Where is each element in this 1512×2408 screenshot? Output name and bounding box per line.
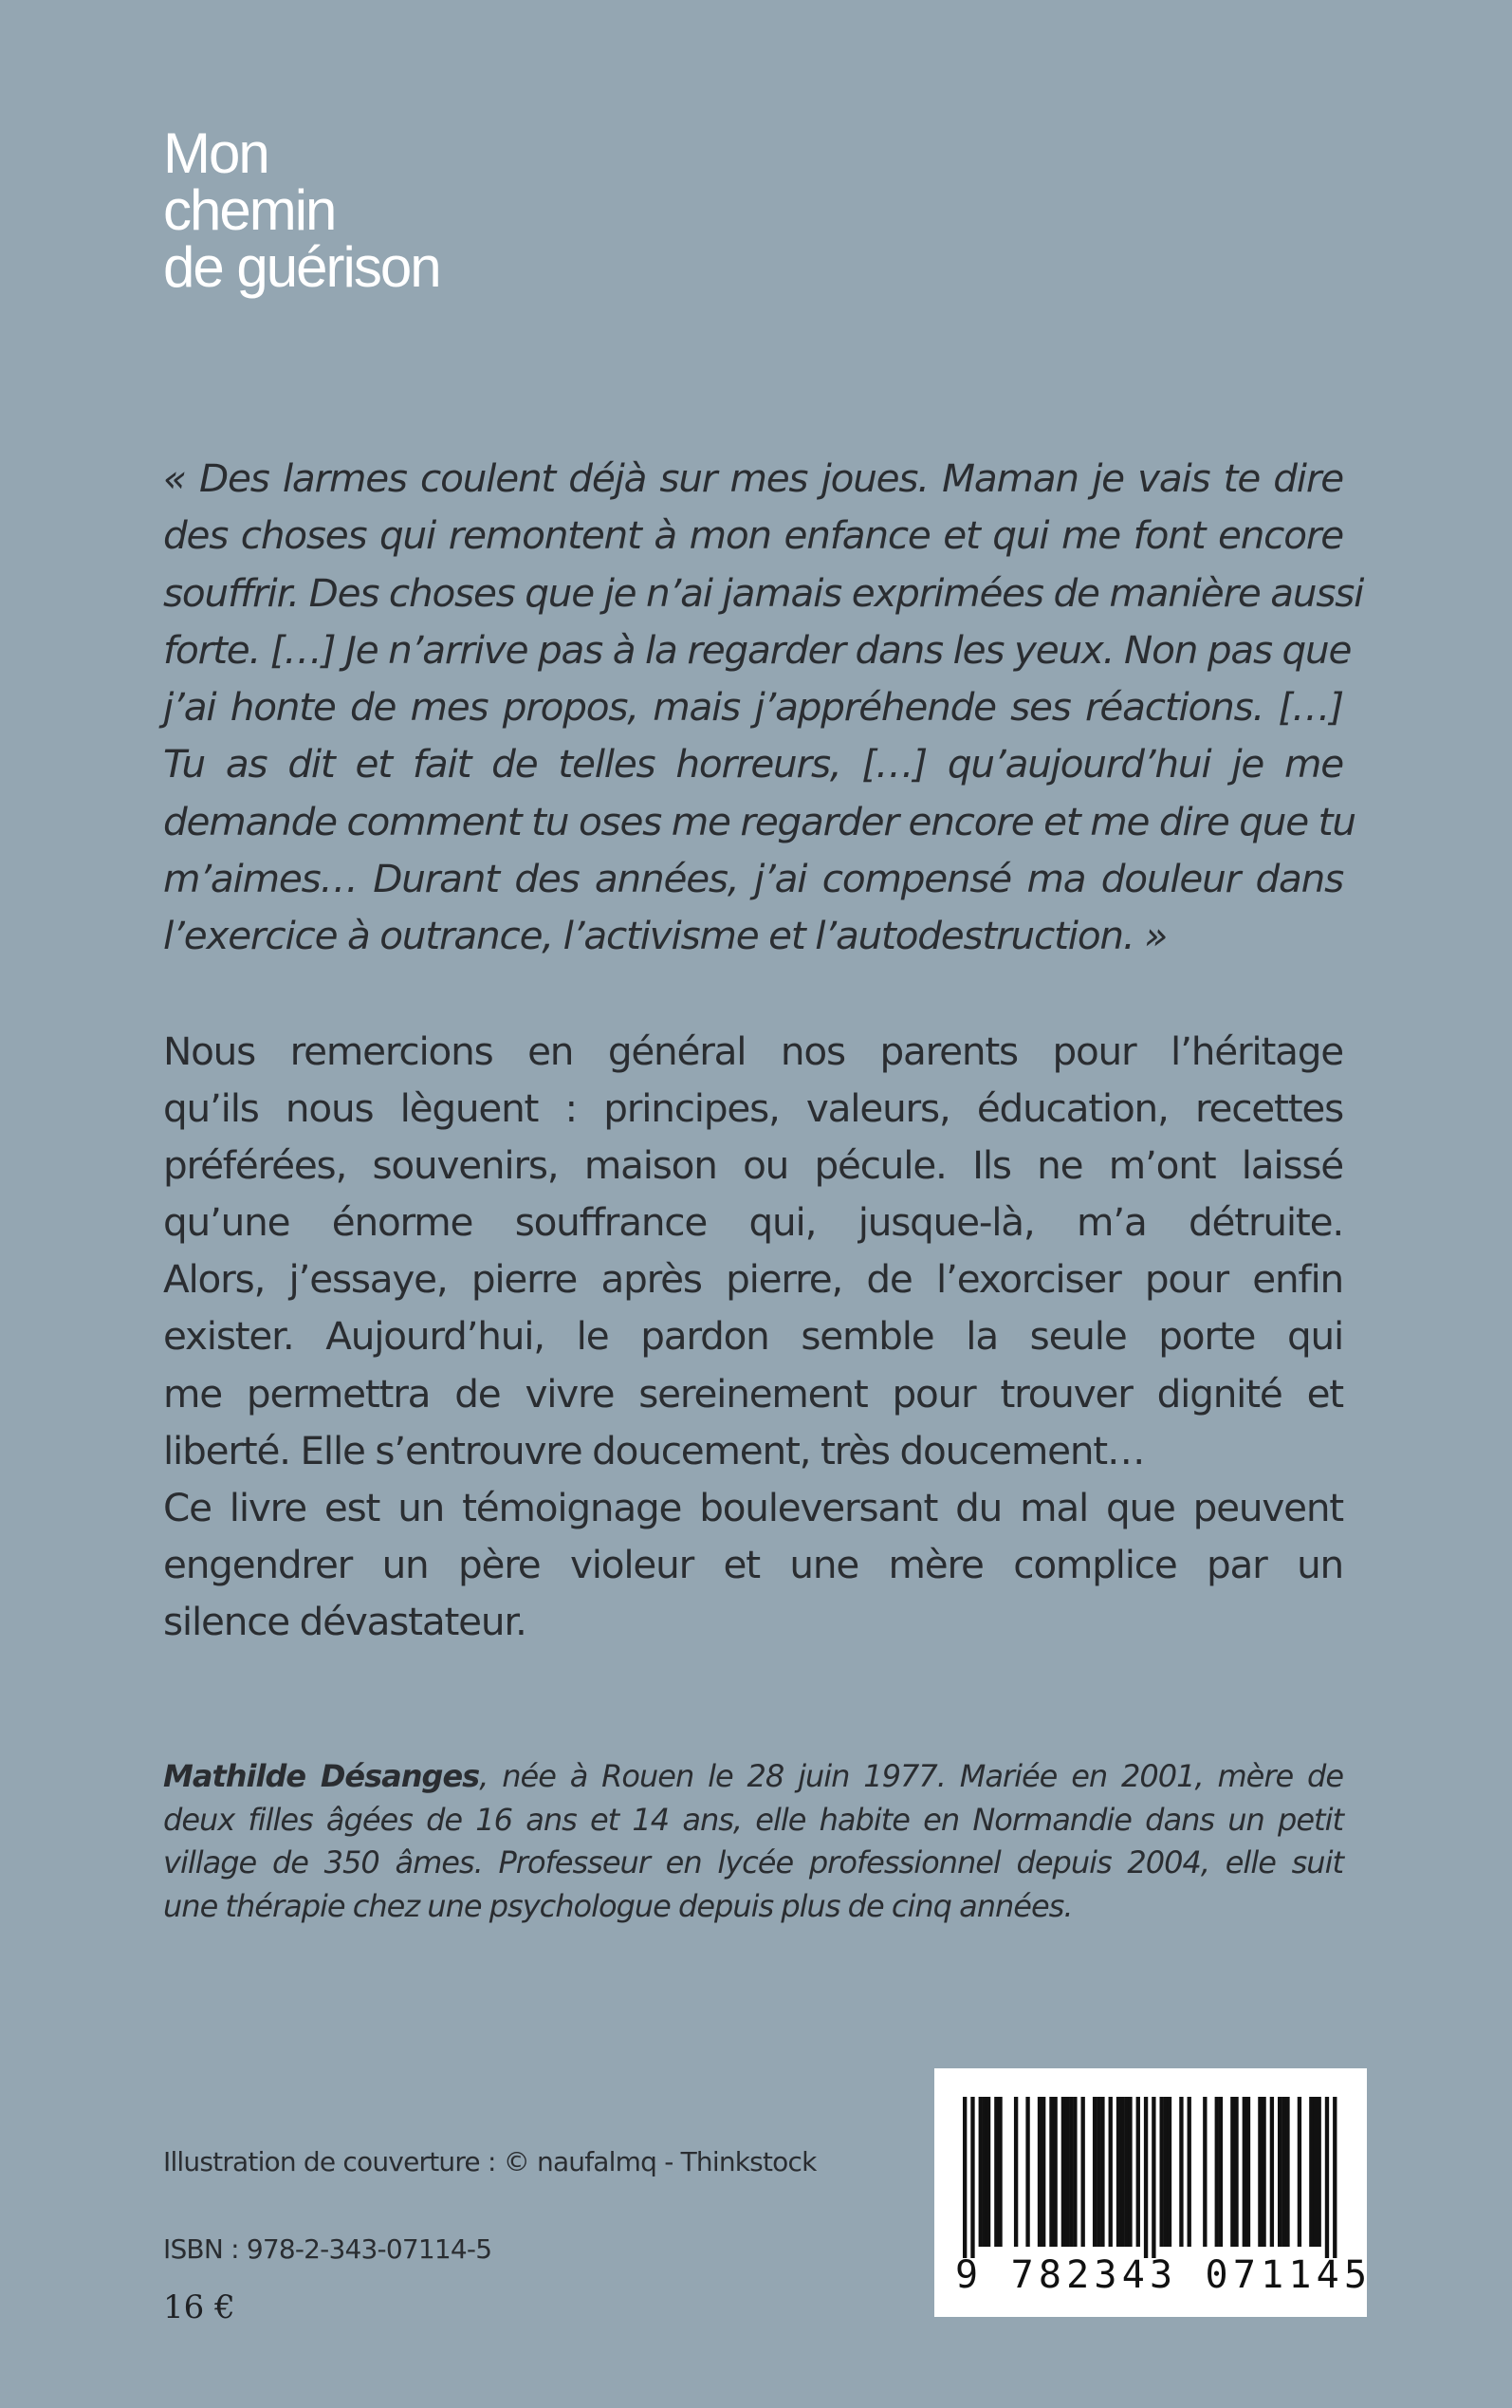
barcode-bar (1188, 2097, 1191, 2247)
barcode-bar (1097, 2097, 1100, 2247)
book-summary (163, 1023, 1343, 1650)
barcode-bar (1065, 2097, 1069, 2247)
barcode-bar (1136, 2097, 1140, 2247)
bio-line: village de 350 âmes. Professeur en lycée professionnel depuis 2004, elle suit (163, 1844, 1343, 1880)
barcode-bar (1298, 2097, 1301, 2247)
summary-line: silence dévastateur. (163, 1598, 526, 1644)
barcode-bar (1144, 2097, 1148, 2258)
quote-line: souffrir. Des choses que je n’ai jamais exprimées de manière aussi (163, 569, 1364, 616)
barcode-bar (1219, 2097, 1223, 2247)
summary-line: engendrer un père violeur et une mère complice par un (163, 1541, 1343, 1587)
barcode-bar (1230, 2097, 1234, 2247)
barcode-bar (983, 2097, 986, 2247)
title-line-2: chemin (163, 178, 336, 242)
bio-line (163, 1755, 1343, 1799)
barcode-bars (934, 2068, 1367, 2258)
barcode-bar (1049, 2097, 1053, 2247)
title-line-3: de guérison (163, 235, 440, 299)
barcode-bar (1128, 2097, 1132, 2247)
barcode-bar (1160, 2097, 1164, 2247)
quote-line: demande comment tu oses me regarder encore et me dire que tu (163, 798, 1355, 844)
bio-line-1-rest: , née à Rouen le 28 juin 1977. Mariée en 2001, mère de (479, 1758, 1344, 1794)
summary-line: me permettra de vivre sereinement pour trouver dignité et (163, 1370, 1343, 1417)
barcode-bar (1100, 2097, 1104, 2247)
barcode-bar (1246, 2097, 1250, 2247)
barcode-bar (1120, 2097, 1124, 2247)
barcode-bar (1069, 2097, 1073, 2247)
summary-line: préférées, souvenirs, maison ou pécule. Ils ne m’ont laissé (163, 1142, 1343, 1189)
barcode-bar (986, 2097, 990, 2247)
barcode-bar (970, 2097, 974, 2258)
barcode-bar (1278, 2097, 1282, 2247)
barcode-bar (1262, 2097, 1265, 2247)
barcode-bar (979, 2097, 983, 2247)
isbn-number: ISBN : 978-2-343-07114-5 (163, 2233, 492, 2265)
barcode-bar (1053, 2097, 1057, 2247)
summary-line: Alors, j’essaye, pierre après pierre, de l’exorciser pour enfin (163, 1256, 1343, 1303)
barcode-bar (1203, 2097, 1207, 2247)
barcode-bar (1282, 2097, 1285, 2247)
barcode-bar (1318, 2097, 1321, 2247)
quote-line: l’exercice à outrance, l’activisme et l’autodestruction. » (163, 913, 1168, 959)
author-bio (163, 1755, 1343, 1928)
excerpt-quote (163, 450, 1364, 965)
summary-line: liberté. Elle s’entrouvre doucement, très doucement… (163, 1427, 1145, 1473)
author-name: Mathilde Désanges (163, 1758, 480, 1794)
quote-line: forte. […] Je n’arrive pas à la regarder dans les yeux. Non pas que (163, 626, 1352, 673)
book-title (163, 121, 732, 299)
summary-line: Ce livre est un témoignage bouleversant du mal que peuvent (163, 1484, 1343, 1530)
barcode-bar (1215, 2097, 1219, 2247)
quote-line: des choses qui remontent à mon enfance et qui me font encore (163, 512, 1343, 559)
barcode-bar (1116, 2097, 1120, 2247)
summary-line: exister. Aujourd’hui, le pardon semble la seule porte qui (163, 1313, 1343, 1360)
price-label: 16 € (163, 2288, 235, 2326)
barcode-bar (1313, 2097, 1317, 2247)
summary-line: qu’une énorme souffrance qui, jusque-là, m’a détruite. (163, 1199, 1343, 1246)
barcode-bar (1325, 2097, 1329, 2258)
barcode-bar (1025, 2097, 1029, 2247)
barcode-bar (1093, 2097, 1097, 2247)
barcode-bar (1038, 2097, 1042, 2247)
barcode (934, 2068, 1373, 2317)
summary-line: Nous remercions en général nos parents pour l’héritage (163, 1028, 1343, 1074)
barcode-bar (1164, 2097, 1168, 2247)
barcode-bar (1258, 2097, 1262, 2247)
barcode-bar (1243, 2097, 1246, 2247)
quote-line: « Des larmes coulent déjà sur mes joues. Maman je vais te dire (163, 455, 1343, 501)
bio-line: une thérapie chez une psychologue depuis plus de cinq années. (163, 1887, 1073, 1924)
barcode-bar (1073, 2097, 1077, 2247)
barcode-bar (1309, 2097, 1313, 2247)
barcode-bar (1081, 2097, 1085, 2247)
barcode-bar (1333, 2097, 1337, 2258)
quote-line: m’aimes… Durant des années, j’ai compensé ma douleur dans (163, 856, 1343, 902)
barcode-bar (998, 2097, 1002, 2247)
barcode-bar (1285, 2097, 1289, 2247)
barcode-bar (1270, 2097, 1274, 2247)
barcode-bar (1124, 2097, 1128, 2247)
summary-line: qu’ils nous lèguent : principes, valeurs, éducation, recettes (163, 1085, 1343, 1132)
cover-illustration-credit: Illustration de couverture : © naufalmq - Thinkstock (163, 2146, 817, 2177)
quote-line: j’ai honte de mes propos, mais j’appréhende ses réactions. […] (163, 684, 1343, 731)
barcode-bar (1014, 2097, 1018, 2247)
barcode-bar (1061, 2097, 1065, 2247)
bio-line: deux filles âgées de 16 ans et 14 ans, elle habite en Normandie dans un petit (163, 1801, 1343, 1838)
barcode-bar (1042, 2097, 1045, 2247)
barcode-bar (1168, 2097, 1171, 2247)
barcode-bar (1152, 2097, 1155, 2258)
title-line-1: Mon (163, 121, 268, 185)
barcode-bar (994, 2097, 998, 2247)
barcode-bar (1234, 2097, 1238, 2247)
barcode-bar (1109, 2097, 1113, 2247)
quote-line: Tu as dit et fait de telles horreurs, […] qu’aujourd’hui je me (163, 741, 1343, 787)
barcode-digits: 9 782343 071145 (955, 2253, 1373, 2297)
barcode-bar (963, 2097, 967, 2258)
barcode-bar (1179, 2097, 1183, 2247)
